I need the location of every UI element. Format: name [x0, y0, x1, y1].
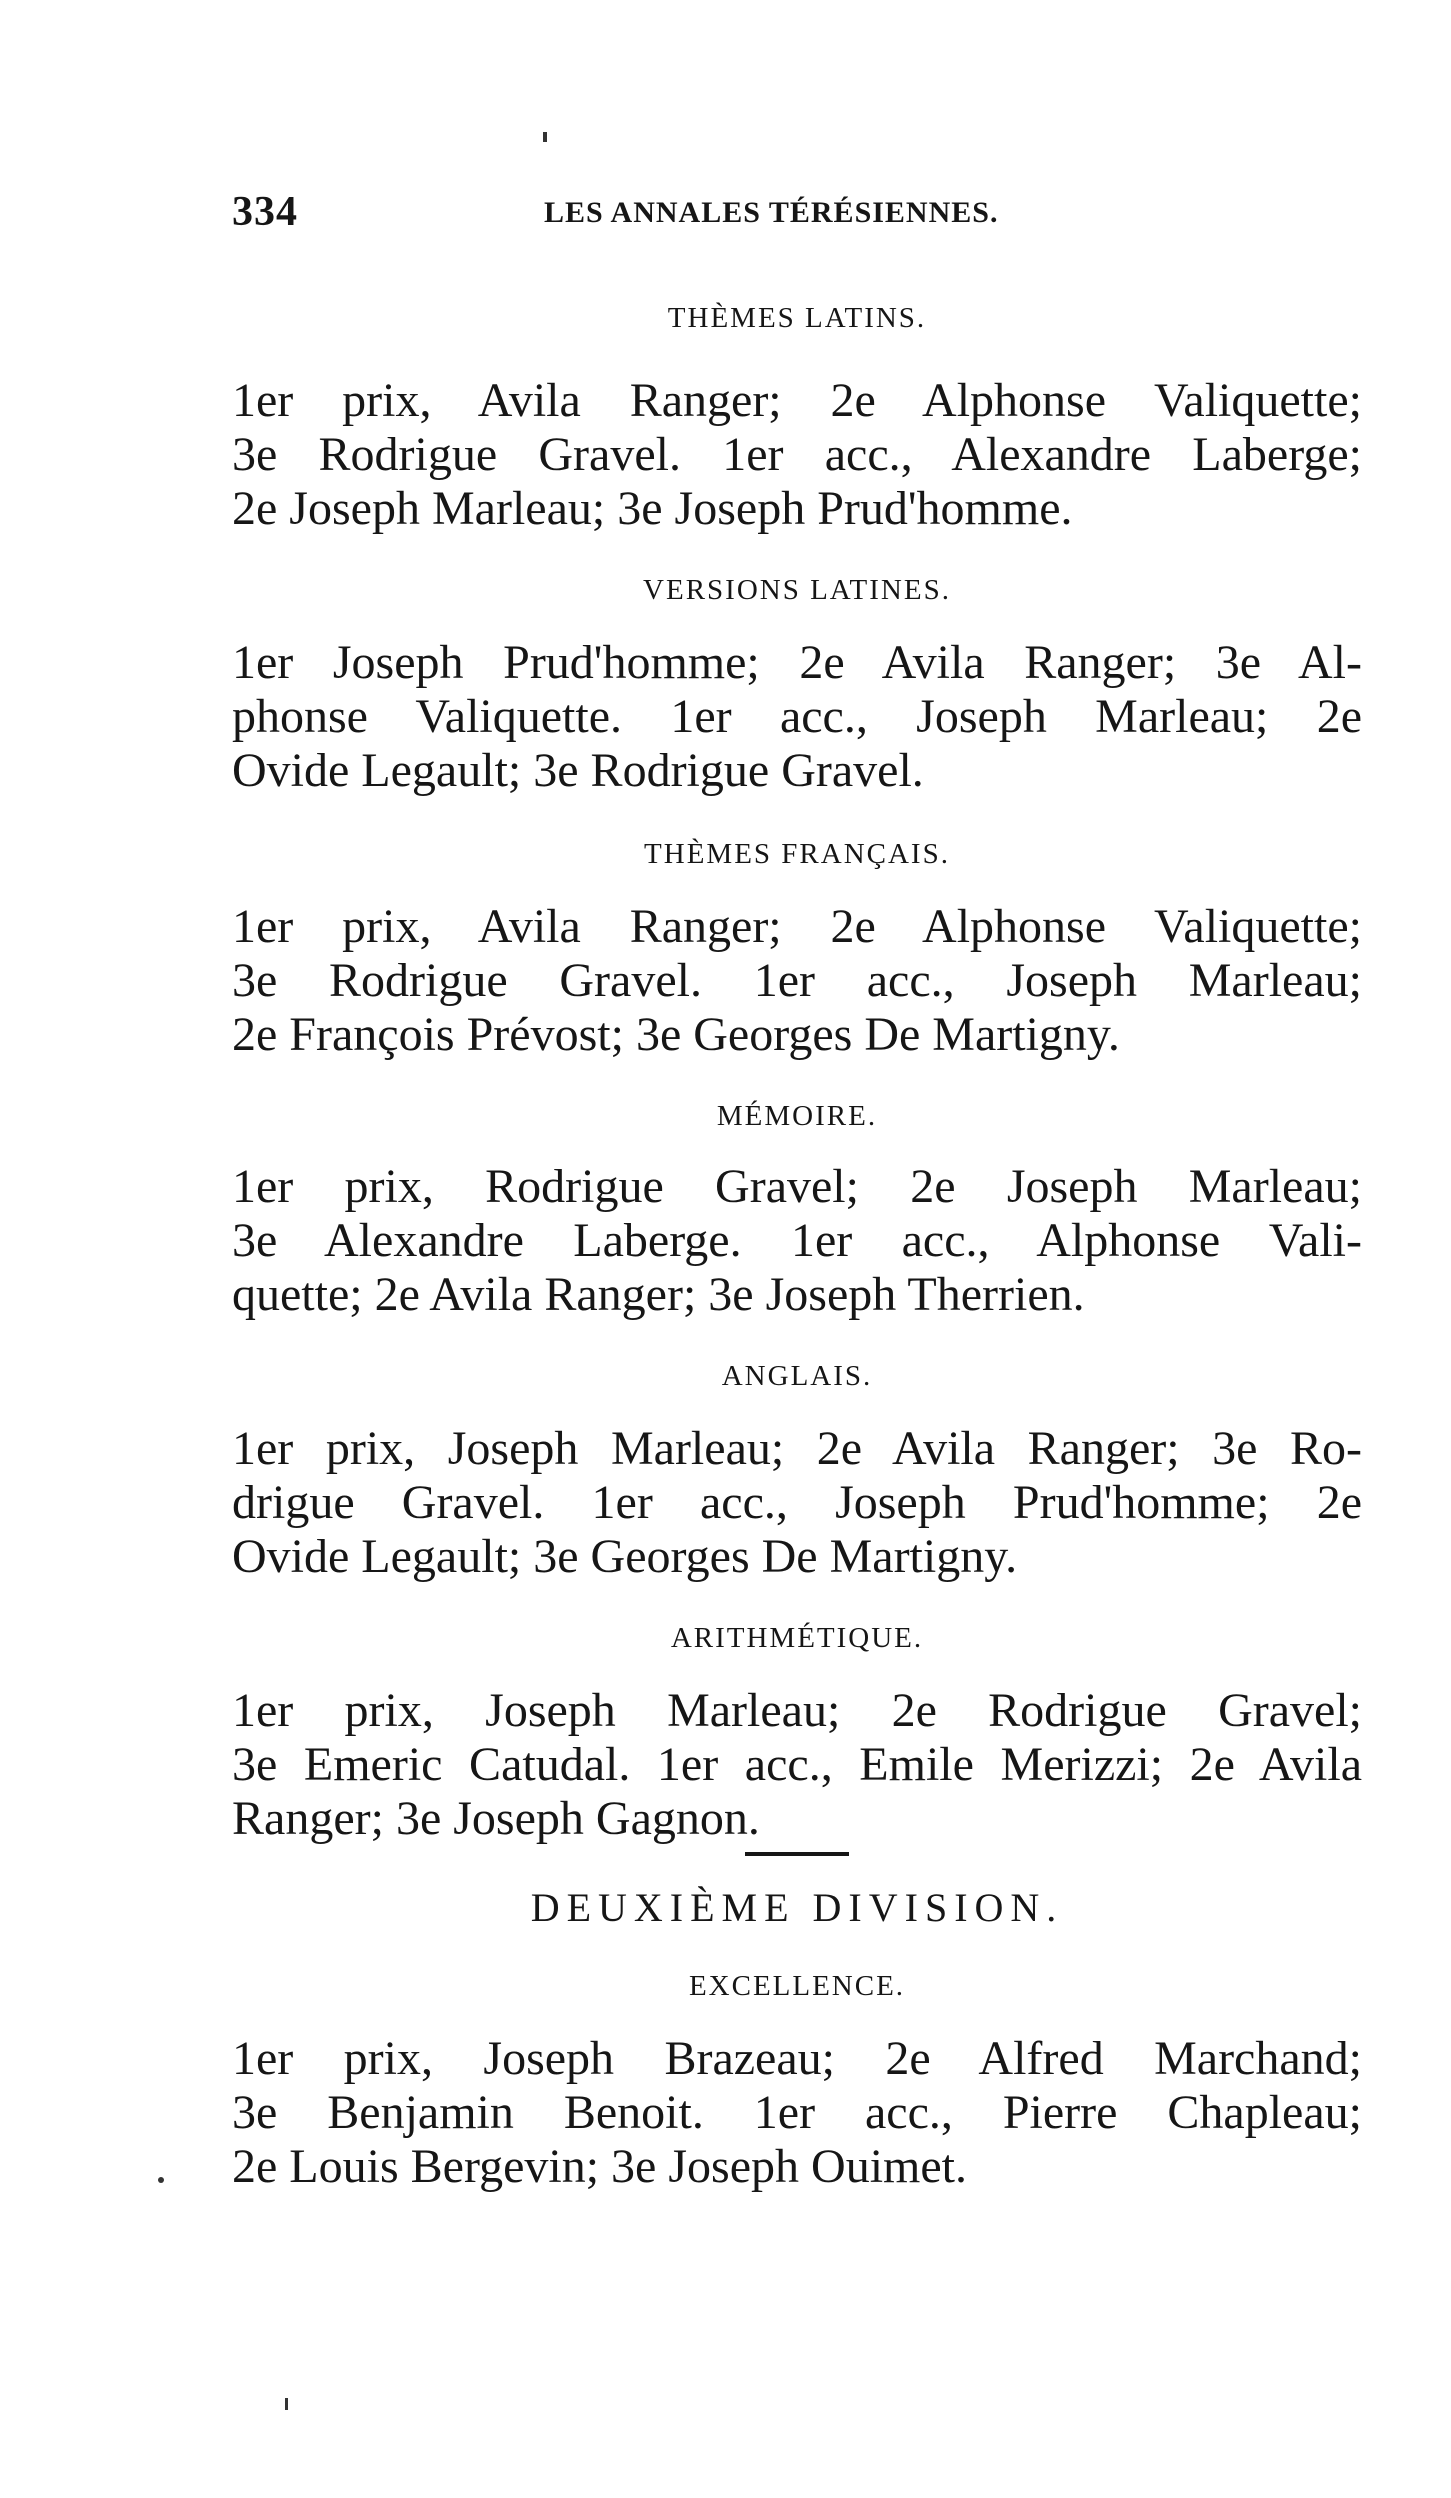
section-paragraph-excellence	[232, 2032, 1362, 2194]
paragraph-line: 3e Emeric Catudal. 1er acc., Emile Merizzi; 2e Avila	[232, 1738, 1362, 1791]
section-paragraph-themes-francais	[232, 900, 1362, 1062]
page-header	[232, 188, 1122, 244]
section-heading-excellence: EXCELLENCE.	[688, 1970, 906, 2002]
division-title: DEUXIÈME DIVISION.	[530, 1885, 1064, 1930]
paragraph-line: 1er prix, Joseph Marleau; 2e Avila Ranger; 3e Ro-	[232, 1422, 1362, 1475]
running-title: LES ANNALES TÉRÉSIENNES.	[544, 196, 999, 229]
print-speck	[158, 2177, 164, 2183]
paragraph-line: 2e François Prévost; 3e Georges De Martigny.	[232, 1008, 1120, 1061]
print-speck	[543, 132, 547, 142]
paragraph-line: 1er prix, Avila Ranger; 2e Alphonse Valiquette;	[232, 900, 1362, 953]
page-number: 334	[232, 189, 298, 235]
section-paragraph-themes-latins	[232, 374, 1362, 536]
paragraph-line: 3e Alexandre Laberge. 1er acc., Alphonse Vali-	[232, 1214, 1362, 1267]
section-paragraph-versions-latines	[232, 636, 1362, 798]
division-rule	[745, 1852, 849, 1856]
paragraph-line: Ovide Legault; 3e Rodrigue Gravel.	[232, 744, 924, 797]
paragraph-line: drigue Gravel. 1er acc., Joseph Prud'homme; 2e	[232, 1476, 1362, 1529]
section-heading-anglais: ANGLAIS.	[721, 1360, 873, 1392]
paragraph-line: 2e Louis Bergevin; 3e Joseph Ouimet.	[232, 2140, 967, 2193]
paragraph-line: 1er prix, Avila Ranger; 2e Alphonse Valiquette;	[232, 374, 1362, 427]
paragraph-line: 1er prix, Joseph Marleau; 2e Rodrigue Gravel;	[232, 1684, 1362, 1737]
paragraph-line: 3e Rodrigue Gravel. 1er acc., Alexandre Laberge;	[232, 428, 1362, 481]
paragraph-line: 1er Joseph Prud'homme; 2e Avila Ranger; 3e Al-	[232, 636, 1362, 689]
paragraph-line: Ovide Legault; 3e Georges De Martigny.	[232, 1530, 1018, 1583]
section-heading-versions-latines: VERSIONS LATINES.	[643, 574, 951, 606]
paragraph-line: 1er prix, Joseph Brazeau; 2e Alfred Marchand;	[232, 2032, 1362, 2085]
section-heading-themes-francais: THÈMES FRANÇAIS.	[644, 838, 950, 870]
paragraph-line: 1er prix, Rodrigue Gravel; 2e Joseph Marleau;	[232, 1160, 1362, 1213]
section-paragraph-memoire	[232, 1160, 1362, 1322]
paragraph-line: 3e Rodrigue Gravel. 1er acc., Joseph Marleau;	[232, 954, 1362, 1007]
paragraph-line: quette; 2e Avila Ranger; 3e Joseph Therrien.	[232, 1268, 1085, 1321]
paragraph-line: Ranger; 3e Joseph Gagnon.	[232, 1792, 760, 1845]
section-heading-arithmetique: ARITHMÉTIQUE.	[670, 1622, 924, 1654]
section-paragraph-arithmetique	[232, 1684, 1362, 1846]
section-heading-themes-latins: THÈMES LATINS.	[667, 302, 927, 334]
paragraph-line: 2e Joseph Marleau; 3e Joseph Prud'homme.	[232, 482, 1073, 535]
paragraph-line: 3e Benjamin Benoit. 1er acc., Pierre Chapleau;	[232, 2086, 1362, 2139]
section-paragraph-anglais	[232, 1422, 1362, 1584]
section-heading-memoire: MÉMOIRE.	[716, 1100, 878, 1132]
paragraph-line: phonse Valiquette. 1er acc., Joseph Marleau; 2e	[232, 690, 1362, 743]
print-speck	[285, 2398, 288, 2410]
